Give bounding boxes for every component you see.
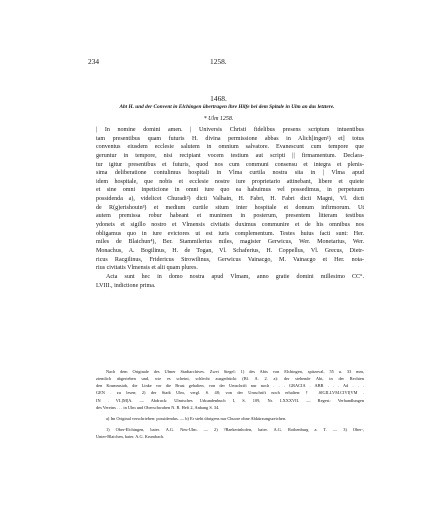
body-line: geruntur in tempore, nisi recipiant vocem testium aut scripti || firmamentum. Declara- [96,152,364,159]
footnote-line: ziemlich abgerieben und, wie es scheint, schlecht ausgedrückt (Bl. A. 2. a): der stehende Abt, in der Rechten [96,376,364,382]
body-line: autem premissa robur habeant et munimen in posterum, presentem litteram testibus [96,213,364,220]
page-header [0,57,437,67]
body-line: ydoneis et sigillo nostro et Vlmensis civitatis duximus communire et de his omnibus nos [96,222,364,229]
footnote-line: Unter-Blaichen, baier. A.G. Krumbach. [96,434,165,440]
body-line: tam presentibus quam futuris H. divina permissione abbas in Alich[ingen¹) et] totus [96,135,364,142]
footnote-line: Nach dem Originale des Ulmer Stadtarchives. Zwei Siegel: 1) des Abts von Elchingen, spitzoval, 55 u. 33 mm, [106,369,364,374]
document-regest: Abt H. und der Convent in Elchingen übertragen ihre Hilfe bei dem Spitale in Ulm an das letztere. [119,104,335,110]
body-line: tur igitur presentibus et futuris, quod nos cum communi consensu et integra et plenis- [96,161,364,168]
body-line: sima deliberatione contulimus hospitali in Vlma curtila nostra sita in | Vlma apud [96,170,364,177]
body-line: et sine omni inpeticione in omni iure quo ea habuimus vel possedimus, in perpetuum [96,187,364,194]
running-head-year: 1258. [210,57,227,66]
footnote-line: GEN . zu lesen; 2) der Stadt Ulm, vergl. S. 48; von der Umschrift noch erhalten: † .SIGILLVM.CIVI[VM . [96,390,364,396]
document-body [96,126,364,290]
footnote-line: des Vereins . . . in Ulm und Oberschwaben N. R. Heft 2, Anhang S. 34. [96,404,220,410]
body-line: conventus eiusdem ecclesie salutem in omnium salvatore. Evanescunt cum tempore que [96,144,364,151]
body-line: de R(g)erishouin³) et medium curtile situm inter hospitale et domum infirmorum. Ut [96,204,364,211]
body-line: Monachus, A. Bogilinus, H. de Togan, Vl. Schaferius, H. Coppellus, Vl. Grecus, Dietr- [96,247,364,254]
footnote-line: IN . VL]M]A. — Abdruck: Ulmisches Urkundenbuch I, S. 109, Nr. LXXXVII. — Regest: Verhandlungen [96,397,364,403]
body-line: obligamus quo in iure evictores ut est iuris complementum. Testes huius facti sunt: Her. [96,230,364,237]
page-number: 234 [88,57,100,66]
body-line: miles de Blaichun⁴), Ber. Stammilerius miles, magister Gerwicus, Wer. Monetarius, Wer. [96,239,364,246]
body-line: possidenda a), videlicet Churadi²) dicti Valhain, H. Fabri, H. Fabri dicti Magni, Vl. dicti [96,196,364,203]
footnote-line: 1) Ober-Elchingen, baier. A.G. Neu-Ulm. — 2) ?Raekerinhofen, baier. A.G. Rothenburg a. T. — 3) Ober-, [106,426,364,432]
body-line: ricus Racgilinus, Fridericus Strowilinus, Gerwicus Vainacgo, M. Vainacgo et Her. nota- [96,256,364,263]
document-dateline: * Ulm 1258. [203,116,234,122]
document-number: 1468. [210,94,227,103]
body-line: rius civitatis Vlmensis et alii quam plures. [96,265,198,272]
footnote-line: a) Im Original verschrieben: possidendus. — b) Er steht übrigens nur Chuore ohne Abkürzungszeichen. [106,415,287,421]
footnote-line: den Krummstab, die Linke vor die Brust gehalten, von der Umschrift nur noch . . . GRACIA . ABB . . . Ad . . . [96,383,364,389]
body-line: | In nomine domini amen. | Universis Christi fidelibus presens scriptum intuentibus [96,127,364,133]
body-line: idem hospitale, que nobis et ecclesie nostre iure proprietario attinebant, libere et quiete [96,178,364,185]
body-line: Acta sunt hec in domo nostra apud Vlmam, anno gratie domini millesimo CC°. [106,273,364,280]
footnotes [96,368,364,440]
body-line: LVIII., indictione prima. [96,282,156,289]
